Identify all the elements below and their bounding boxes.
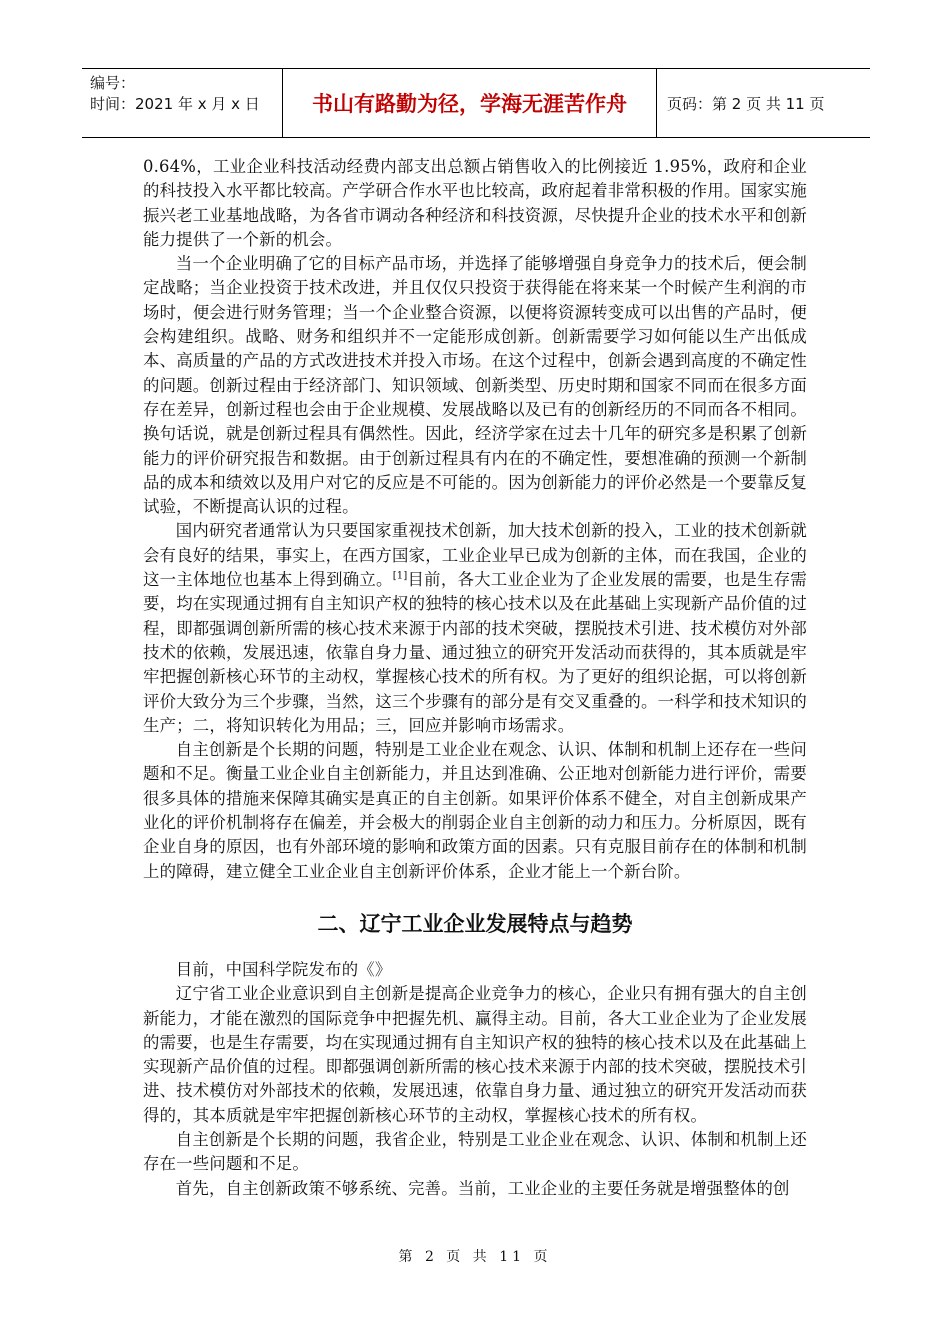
paragraph: 目前，中国科学院发布的《》	[175, 959, 392, 979]
number-label: 编号：	[90, 74, 136, 92]
header-meta	[82, 69, 283, 137]
paragraph: 自主创新是个长期的问题，我省企业，特别是工业企业在观念、认识、体制和机制上还存在一些问题和不足。	[143, 1129, 807, 1174]
section-heading: 二、辽宁工业企业发展特点与趋势	[317, 911, 633, 936]
header-motto: 书山有路勤为径，学海无涯苦作舟	[283, 69, 657, 137]
paragraph-text: 国内研究者通常认为只要国家重视技术创新，加大技术创新的投入，工业的技术创新就会有良好的结果，事实上，在西方国家，工业企业早已成为创新的主体，而在我国，企业的这一主体地位也基本上得到确立。	[143, 521, 807, 590]
paragraph	[143, 519, 807, 738]
header-page-info: 页码：第 2 页 共 11 页	[667, 94, 825, 113]
paragraph: 当一个企业明确了它的目标产品市场，并选择了能够增强自身竞争力的技术后，便会制定战略；当企业投资于技术改进，并且仅仅只投资于获得能在将来某一个时候产生利润的市场时，便会进行财务管理；当一个企业整合资源，以便将资源转变成可以出售的产品时，便会构建组织。战略、财务和组织并不一定能形成创新。创新需要学习如何能以生产出低成本、高质量的产品的方式改进技术并投入市场。在这个过程中，创新会遇到高度的不确定性的问题。创新过程由于经济部门、知识领域、创新类型、历史时期和国家不同而在很多方面存在差异，创新过程也会由于企业规模、发展战略以及已有的创新经历的不同而各不相同。换句话说，就是创新过程具有偶然性。因此，经济学家在过去十几年的研究多是积累了创新能力的评价研究报告和数据。由于创新过程具有内在的不确定性，要想准确的预测一个新制品的成本和绩效以及用户对它的反应是不可能的。因为创新能力的评价必然是一个要靠反复试验，不断提高认识的过程。	[143, 254, 807, 517]
paragraph: 0.64%，工业企业科技活动经费内部支出总额占销售收入的比例接近 1.95%，政府和企业的科技投入水平都比较高。产学研合作水平也比较高，政府起着非常积极的作用。国家实施振兴老工业基地战略，为各省市调动各种经济和科技资源，尽快提升企业的技术水平和创新能力提供了一个新的机会。	[143, 157, 807, 249]
paragraph: 自主创新是个长期的问题，特别是工业企业在观念、认识、体制和机制上还存在一些问题和不足。衡量工业企业自主创新能力，并且达到准确、公正地对创新能力进行评价，需要很多具体的措施来保障其确实是真正的自主创新。如果评价体系不健全，对自主创新成果产业化的评价机制将存在偏差，并会极大的削弱企业自主创新的动力和压力。分析原因，既有企业自身的原因，也有外部环境的影响和政策方面的因素。只有克服目前存在的体制和机制上的障碍，建立健全工业企业自主创新评价体系，企业才能上一个新台阶。	[143, 740, 807, 881]
paragraph: 首先，自主创新政策不够系统、完善。当前，工业企业的主要任务就是增强整体的创	[175, 1178, 790, 1198]
citation-marker: [1]	[392, 570, 408, 582]
page-footer: 第 2 页 共 11 页	[398, 1249, 552, 1265]
page-header	[82, 68, 870, 138]
document-body	[143, 155, 807, 1201]
paragraph: 辽宁省工业企业意识到自主创新是提高企业竞争力的核心，企业只有拥有强大的自主创新能力，才能在激烈的国际竞争中把握先机、赢得主动。目前，各大工业企业为了企业发展的需要，也是生存需要，均在实现通过拥有自主知识产权的独特的核心技术以及在此基础上实现新产品价值的过程。即都强调创新所需的核心技术来源于内部的技术突破，摆脱技术引进、技术模仿对外部技术的依赖，发展迅速，依靠自身力量、通过独立的研究开发活动而获得的，其本质就是牢牢把握创新核心环节的主动权，掌握核心技术的所有权。	[143, 984, 807, 1125]
time-label: 时间：2021 年 x 月 x 日	[90, 95, 260, 113]
paragraph-text: 目前，各大工业企业为了企业发展的需要，也是生存需要，均在实现通过拥有自主知识产权的独特的核心技术以及在此基础上实现新产品价值的过程，即都强调创新所需的核心技术来源于内部的技术突破，摆脱技术引进、技术模仿对外部技术的依赖，发展迅速，依靠自身力量、通过独立的研究开发活动而获得的，其本质就是牢牢把握创新核心环节的主动权，掌握核心技术的所有权。为了更好的组织论据，可以将创新评价大致分为三个步骤，当然，这三个步骤有的部分是有交叉重叠的。一科学和技术知识的生产；二，将知识转化为用品；三，回应并影响市场需求。	[143, 570, 807, 735]
